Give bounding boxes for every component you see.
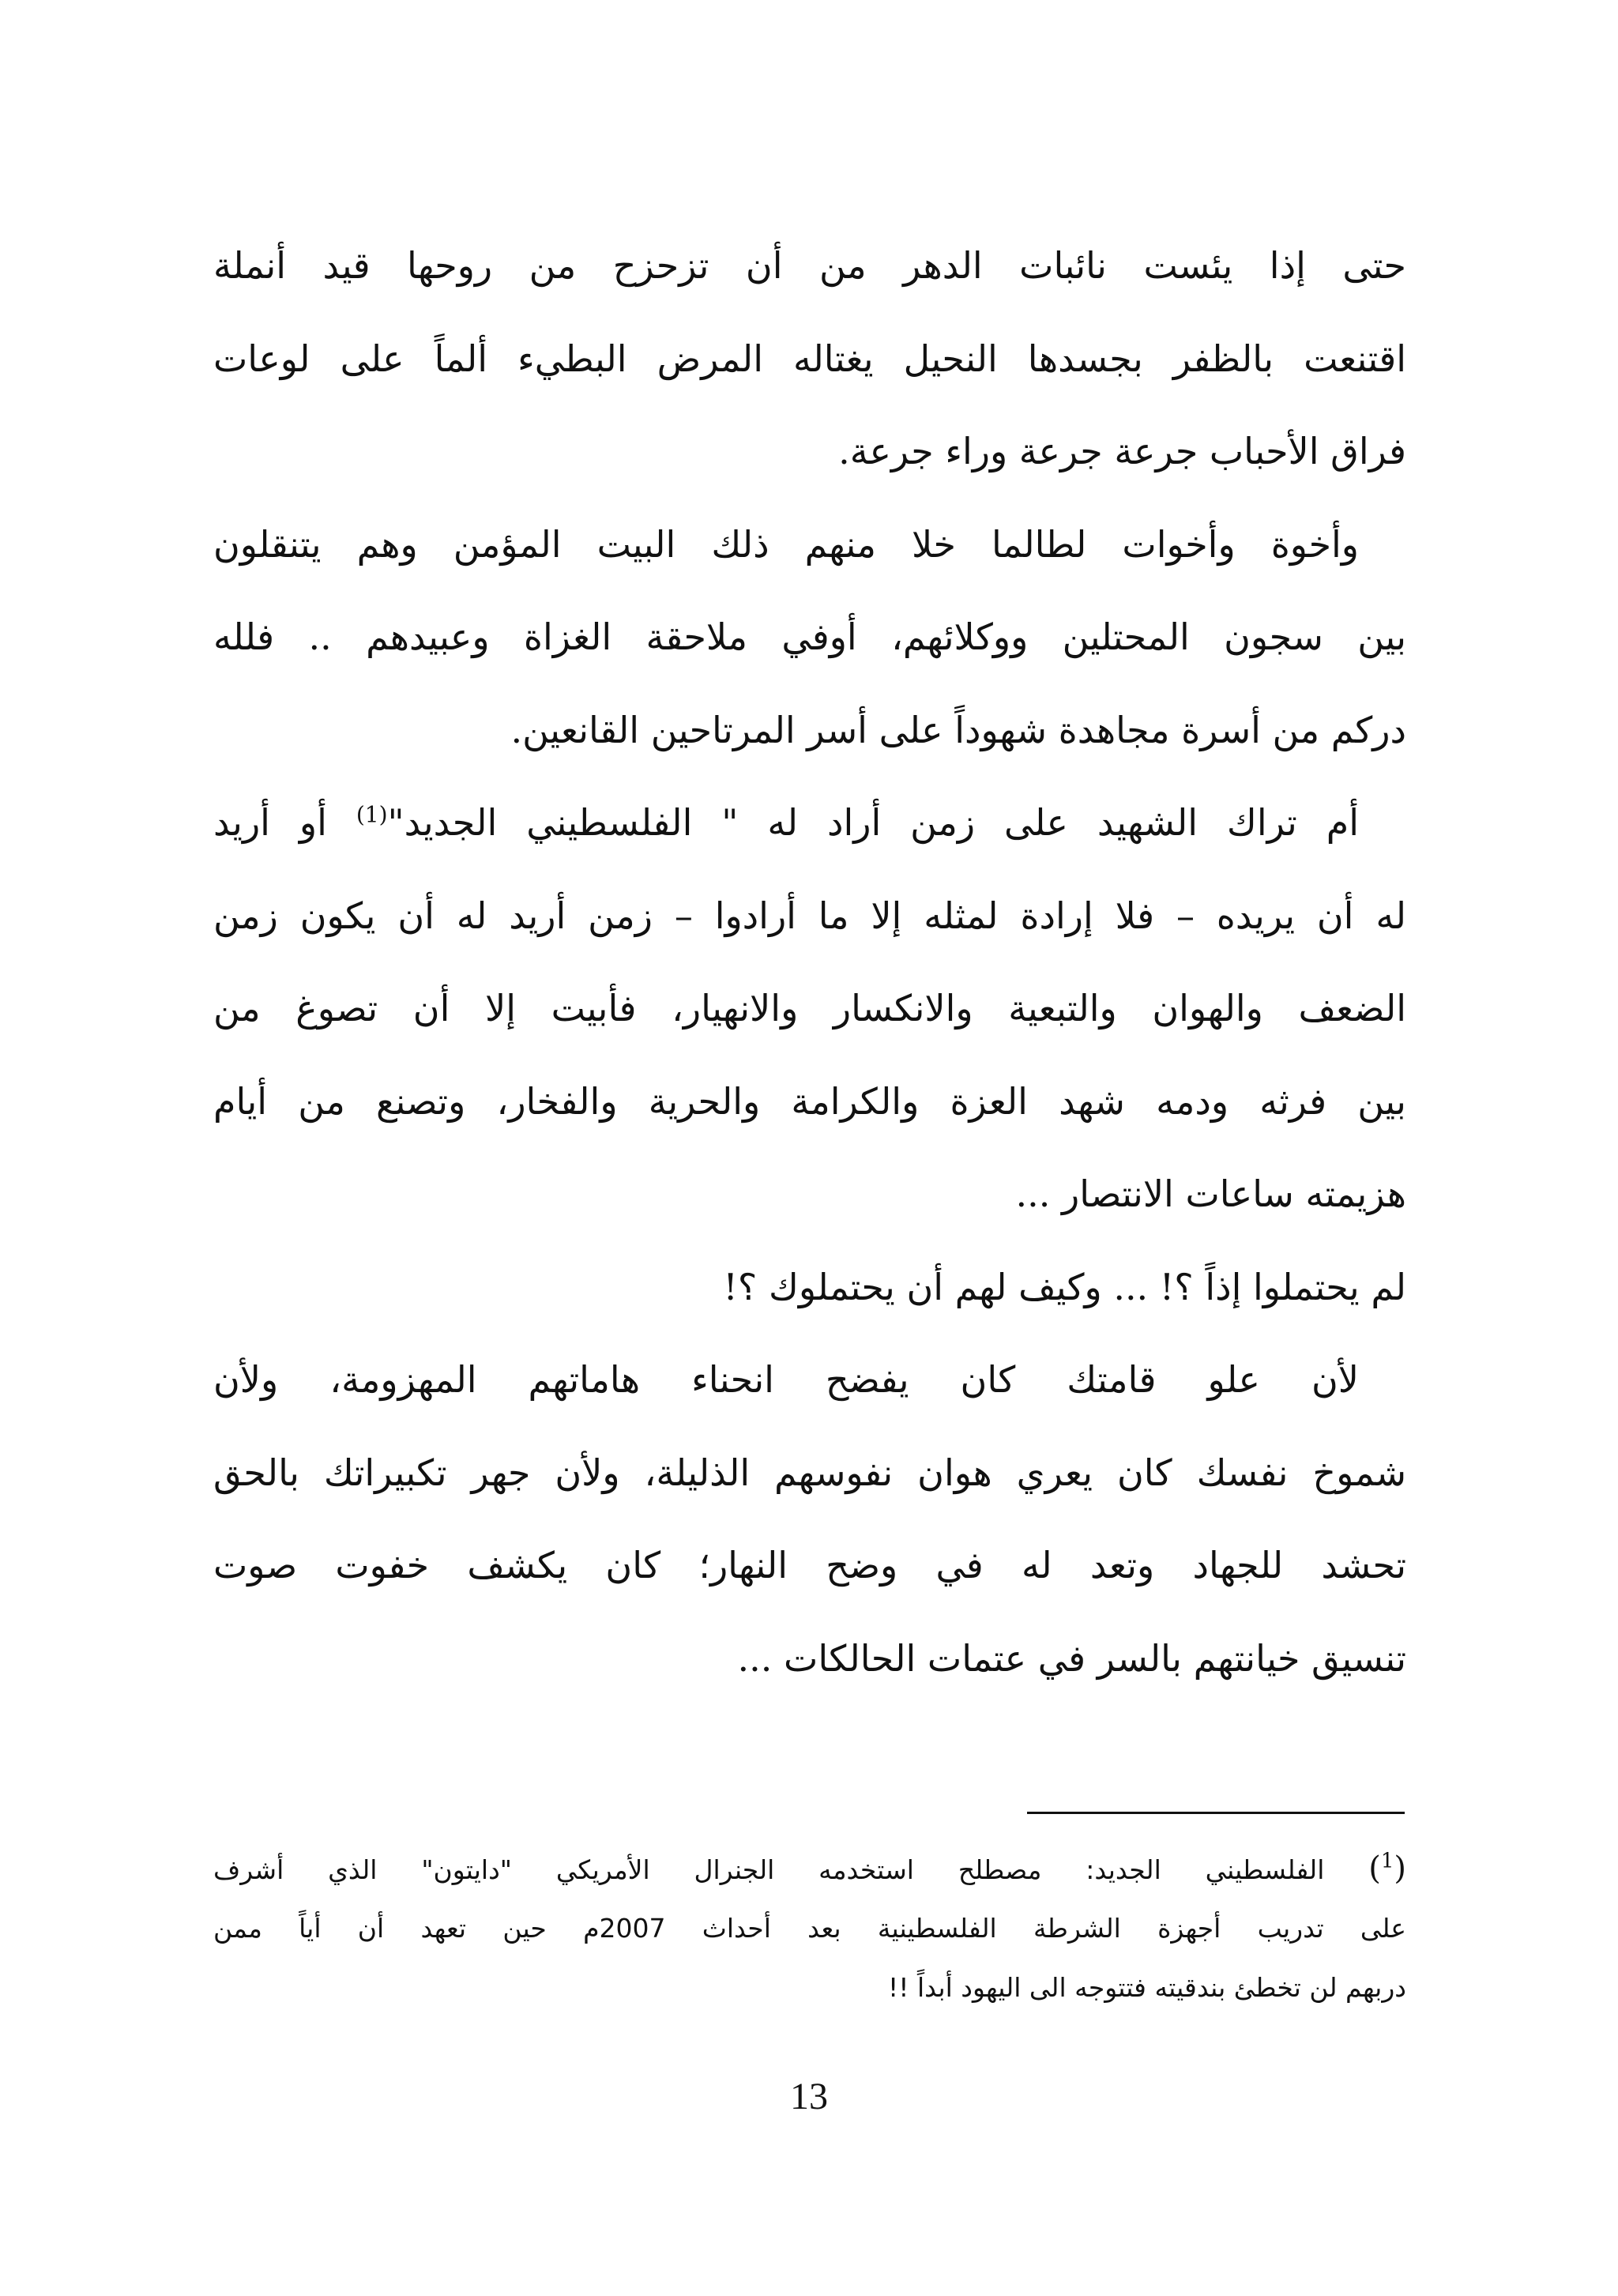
text-line: حتى إذا يئست نائبات الدهر من أن تزحزح من روحها قيد أنملة bbox=[213, 244, 1406, 287]
footnote-text: الفلسطيني الجديد: مصطلح استخدمه الجنرال الأمريكي "دايتون" الذي أشرف bbox=[213, 1854, 1369, 1885]
page-number: 13 bbox=[790, 2076, 828, 2117]
text-line: وأخوة وأخوات لطالما خلا منهم ذلك البيت المؤمن وهم يتنقلون bbox=[213, 522, 1359, 566]
text-line: له أن يريده – فلا إرادة لمثله إلا ما أرادوا – زمن أريد له أن يكون زمن bbox=[213, 894, 1406, 937]
footnotes bbox=[213, 1839, 1406, 2017]
footnote-separator bbox=[1027, 1812, 1405, 1814]
text-line: الضعف والهوان والتبعية والانكسار والانهيار، فأبيت إلا أن تصوغ من bbox=[213, 987, 1406, 1029]
text-line-with-footnote-ref bbox=[213, 777, 1406, 870]
text-line: شموخ نفسك كان يعري هوان نفوسهم الذليلة، ولأن جهر تكبيراتك بالحق bbox=[213, 1451, 1406, 1494]
text-line: تنسيق خيانتهم بالسر في عتمات الحالكات ... bbox=[737, 1636, 1406, 1680]
text-line: هزيمته ساعات الانتصار ... bbox=[1015, 1172, 1406, 1215]
text-segment: أو أريد bbox=[213, 801, 356, 844]
footnote-line: دربهم لن تخطئ بندقيته فتتوجه الى اليهود أبداً !! bbox=[888, 1972, 1406, 2003]
text-line: اقتنعت بالظفر بجسدها النحيل يغتاله المرض البطيء ألماً على لوعات bbox=[213, 337, 1406, 380]
footnote-marker: ($^1$) bbox=[1368, 1849, 1406, 1887]
text-line: دركم من أسرة مجاهدة شهوداً على أسر المرتاحين القانعين. bbox=[510, 708, 1406, 751]
body-text bbox=[213, 220, 1406, 1705]
text-line: بين سجون المحتلين ووكلائهم، أوفي ملاحقة الغزاة وعبيدهم .. فلله bbox=[213, 615, 1406, 658]
text-line: فراق الأحباب جرعة جرعة وراء جرعة. bbox=[838, 430, 1406, 472]
text-segment: أم تراك الشهيد على زمن أراد له " الفلسطيني الجديد" bbox=[387, 801, 1359, 844]
text-line: تحشد للجهاد وتعد له في وضح النهار؛ كان يكشف خفوت صوت bbox=[213, 1544, 1406, 1586]
footnote-number: 1 bbox=[1380, 1849, 1394, 1873]
footnote-line: على تدريب أجهزة الشرطة الفلسطينية بعد أحداث 2007م حين تعهد أن أياً ممن bbox=[213, 1913, 1406, 1944]
text-line: لم يحتملوا إذاً ؟! ... وكيف لهم أن يحتملوك ؟! bbox=[723, 1265, 1406, 1308]
footnote-reference: (1) bbox=[356, 801, 388, 828]
footnote-line bbox=[213, 1839, 1406, 1899]
text-line: بين فرثه ودمه شهد العزة والكرامة والحرية والفخار، وتصنع من أيام bbox=[213, 1079, 1406, 1123]
text-line: لأن علو قامتك كان يفضح انحناء هاماتهم المهزومة، ولأن bbox=[213, 1358, 1359, 1401]
